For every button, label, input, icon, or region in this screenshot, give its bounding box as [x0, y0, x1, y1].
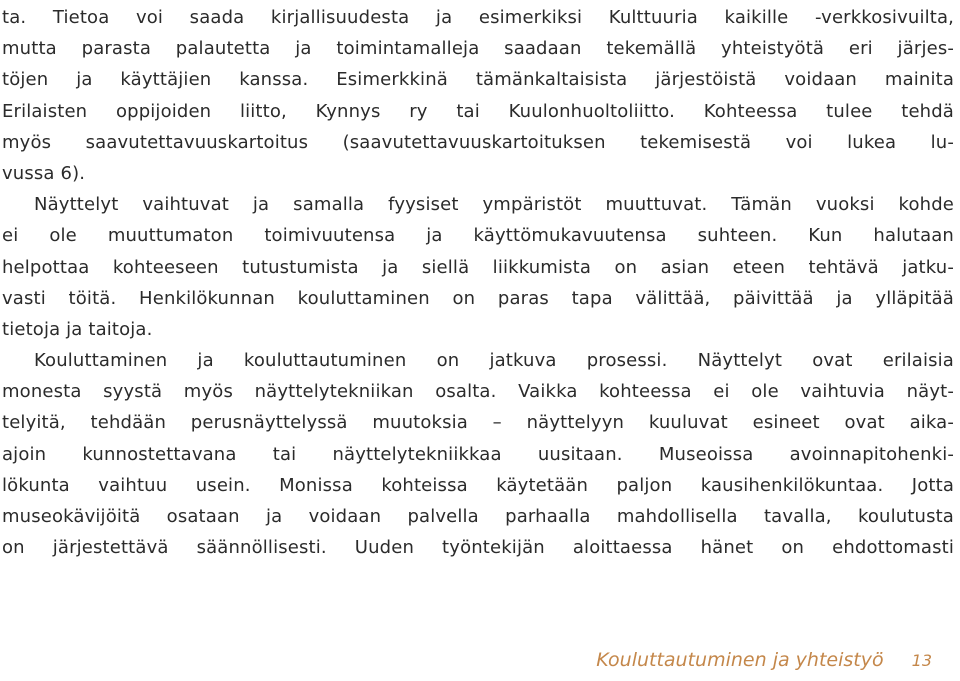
- text-line: helpottaa kohteeseen tutustumista ja siellä liikkumista on asian eteen tehtävä jatku-: [2, 256, 954, 278]
- text-line: vasti töitä. Henkilökunnan kouluttaminen on paras tapa välittää, päivittää ja ylläpitää: [2, 287, 954, 309]
- page-footer: [596, 646, 932, 675]
- text-line: tietoja ja taitoja.: [2, 318, 153, 340]
- text-line: töjen ja käyttäjien kanssa. Esimerkkinä tämänkaltaisista järjestöistä voidaan mainita: [2, 69, 954, 91]
- body-text: [2, 2, 954, 563]
- text-line: myös saavutettavuuskartoitus (saavutettavuuskartoituksen tekemisestä voi lukea lu-: [2, 131, 954, 153]
- paragraph-first-line: Kouluttaminen ja kouluttautuminen on jatkuva prosessi. Näyttelyt ovat erilaisia: [34, 350, 954, 372]
- text-line: ei ole muuttumaton toimivuutensa ja käyttömukavuutensa suhteen. Kun halutaan: [2, 225, 954, 247]
- footer-chapter-title: Kouluttautuminen ja yhteistyö: [596, 649, 884, 671]
- text-line: vussa 6).: [2, 162, 86, 184]
- text-line: museokävijöitä osataan ja voidaan palvella parhaalla mahdollisella tavalla, koulutusta: [2, 506, 954, 527]
- text-line: lökunta vaihtuu usein. Monissa kohteissa käytetään paljon kausihenkilökuntaa. Jotta: [2, 474, 954, 496]
- text-line: monesta syystä myös näyttelytekniikan osalta. Vaikka kohteessa ei ole vaihtuvia näyt-: [2, 381, 954, 403]
- text-line: on järjestettävä säännöllisesti. Uuden työntekijän aloittaessa hänet on ehdottomasti: [2, 537, 954, 559]
- page-number: 13: [911, 651, 932, 670]
- text-line: telyitä, tehdään perusnäyttelyssä muutoksia – näyttelyyn kuuluvat esineet ovat aika-: [2, 412, 954, 434]
- text-line: Erilaisten oppijoiden liitto, Kynnys ry tai Kuulonhuoltoliitto. Kohteessa tulee tehdä: [2, 100, 954, 122]
- text-line: ta. Tietoa voi saada kirjallisuudesta ja esimerkiksi Kulttuuria kaikille -verkkosivuilta,: [2, 7, 954, 28]
- text-line: ajoin kunnostettavana tai näyttelytekniikkaa uusitaan. Museoissa avoinnapitohenki-: [2, 443, 954, 465]
- paragraph-first-line: Näyttelyt vaihtuvat ja samalla fyysiset ympäristöt muuttuvat. Tämän vuoksi kohde: [34, 194, 954, 216]
- text-line: mutta parasta palautetta ja toimintamalleja saadaan tekemällä yhteistyötä eri järjes-: [2, 38, 954, 60]
